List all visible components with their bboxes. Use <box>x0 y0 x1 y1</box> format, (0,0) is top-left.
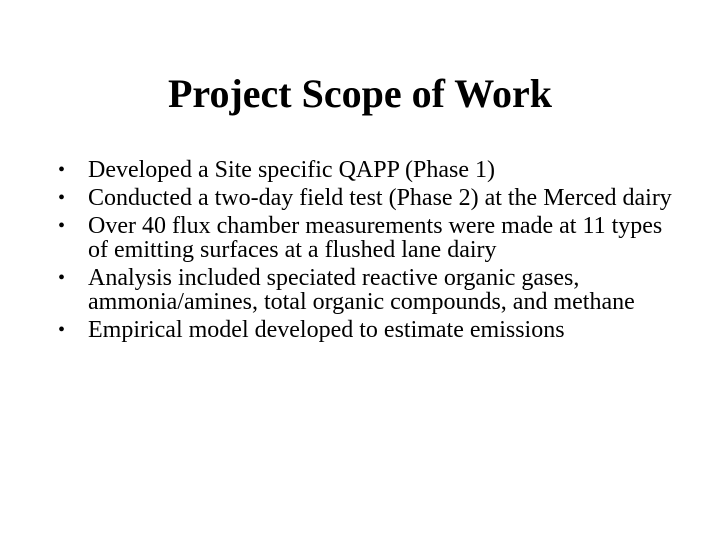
bullet-text: Empirical model developed to estimate emissions <box>88 317 565 343</box>
slide-title: Project Scope of Work <box>167 71 552 116</box>
bullet-icon: • <box>58 267 66 289</box>
bullet-text: Analysis included speciated reactive organic gases, ammonia/amines, total organic compounds, and methane <box>88 265 635 315</box>
bullet-item <box>58 318 678 342</box>
bullet-list <box>58 158 678 346</box>
bullet-icon: • <box>58 159 66 181</box>
bullet-item <box>58 266 678 314</box>
bullet-icon: • <box>58 215 66 237</box>
bullet-text: Over 40 flux chamber measurements were made at 11 types of emitting surfaces at a flushed lane dairy <box>88 213 663 263</box>
bullet-text: Conducted a two-day field test (Phase 2) at the Merced dairy <box>88 185 672 211</box>
bullet-icon: • <box>58 187 66 209</box>
bullet-item <box>58 186 678 210</box>
bullet-icon: • <box>58 319 66 341</box>
bullet-item <box>58 158 678 182</box>
bullet-text: Developed a Site specific QAPP (Phase 1) <box>88 157 496 183</box>
bullet-item <box>58 214 678 262</box>
